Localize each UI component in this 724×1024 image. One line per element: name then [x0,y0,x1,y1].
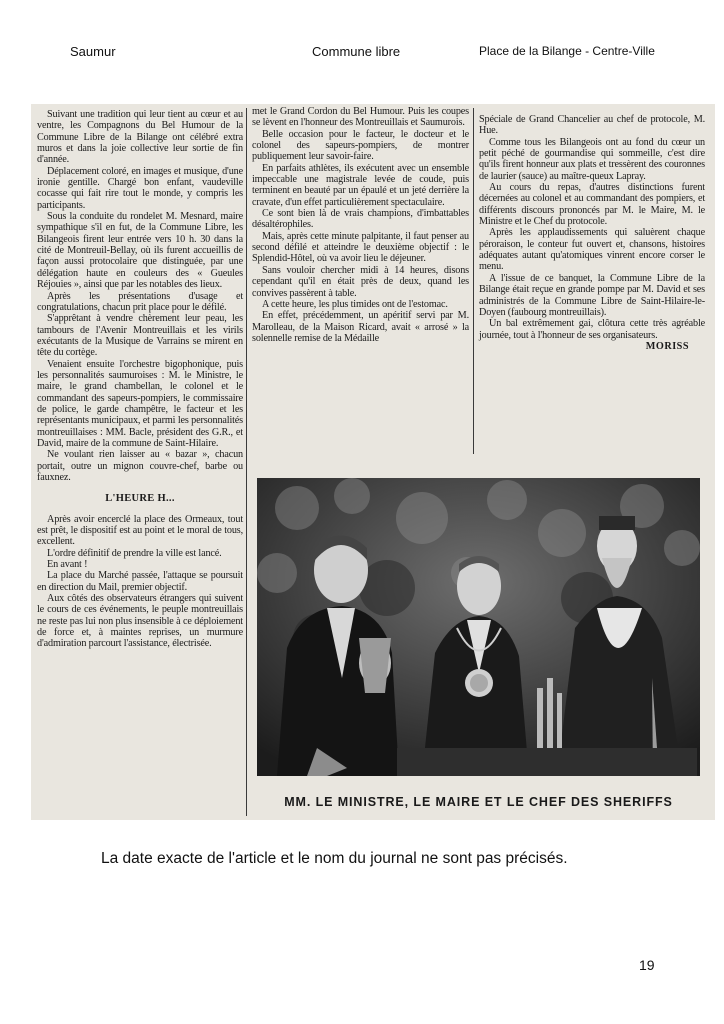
paragraph: met le Grand Cordon du Bel Humour. Puis les coupes se lèvent en l'honneur des Montreuillais et Saumurois. [252,106,469,129]
footer-note: La date exacte de l'article et le nom du journal ne sont pas précisés. [101,850,568,867]
paragraph: Ce sont bien là de vrais champions, d'imbattables désaltérophiles. [252,208,469,231]
paragraph: En avant ! [47,559,88,571]
newspaper-clipping [31,104,715,820]
paragraph: En parfaits athlètes, ils exécutent avec un ensemble impeccable une magistrale levée de coude, puis terminent en beauté par un épaulé et un jeté derrière la cravate, d'un effet particulièrement spectaculaire. [252,162,469,208]
paragraph: S'apprêtant à vendre chèrement leur peau, les tambours de l'Avenir Montreuillais et les virils exécutants de la Musique de Varrains se mirent en tête du cortège. [37,313,243,359]
column-rule [473,108,474,454]
paragraph: Après les applaudissements qui saluèrent chaque péroraison, le conteur fut ouvert et, chansons, histoires adéquates autant qu'atomiques vinrent encore corser le menu. [479,227,705,273]
paragraph: En effet, précédemment, un apéritif servi par M. Marolleau, de la Maison Ricard, avait « arrosé » la solennelle remise de la Médaille [252,310,469,344]
photo-caption: MM. LE MINISTRE, LE MAIRE ET LE CHEF DES SHERIFFS [284,795,673,809]
column-rule [246,108,247,816]
paragraph: Sous la conduite du rondelet M. Mesnard, maire sympathique s'il en fut, de la Commune Libre, les Bilangeois firent leur entrée vers 10 h. 30 dans la cité de Montreuil-Bellay, où ils furent accueillis de façon aussi protocolaire que distinguée, par une délégation haute en couleurs des « Gueules Réjouies », ainsi que par les notables des lieux. [37,211,243,291]
article-column-2 [252,106,469,456]
section-heading: L'HEURE H... [105,493,175,505]
paragraph: Ne voulant rien laisser au « bazar », chacun portait, outre un mignon couvre-chef, barbe ou fauxnez. [37,449,243,483]
paragraph: Suivant une tradition qui leur tient au cœur et au ventre, les Compagnons du Bel Humour de la Commune Libre de la Bilange ont célébré extra muros et dans la joie collective leur sortie de fin d'année. [37,109,243,166]
paragraph: Aux côtés des observateurs étrangers qui suivent le cours de ces événements, le peuple montreuillais ne reste pas lui non plus insensible à ce déploiement de force et, à maintes reprises, un murmure d'admiration parcourt l'assistance, électrisée. [37,593,243,650]
paragraph: Comme tous les Bilangeois ont au fond du cœur un petit péché de gourmandise qui sommeille, c'est dire qu'ils firent honneur aux plats et tressèrent des couronnes de laurier (sauce) au maître-queux Lapray. [479,136,705,182]
paragraph: Venaient ensuite l'orchestre bigophonique, puis les personnalités saumuroises : M. le Ministre, le maire, le grand chambellan, le colonel et le commandant des sapeurs-pompiers, le commissaire de police, le garde champêtre, le facteur et les représentants municipaux, et parmi les personnalités montreuillaises : MM. Bacle, président des G.R., et David, maire de la commune de Saint-Hilaire. [37,358,243,449]
paragraph: L'ordre définitif de prendre la ville est lancé. [47,547,222,559]
paragraph: La place du Marché passée, l'attaque se poursuit en direction du Mail, premier objectif. [37,570,243,593]
paragraph: Au cours du repas, d'autres distinctions furent décernées au colonel et au commandant des pompiers, et différents discours prononcés par M. le Maire, M. le Ministre et le Chef du protocole. [479,182,705,228]
paragraph: Mais, après cette minute palpitante, il faut penser au second défilé et atteindre le deuxième objectif : le Splendid-Hôtel, où va avoir lieu le déjeuner. [252,230,469,265]
paragraph: A cette heure, les plus timides ont de l'estomac. [262,298,448,310]
page-number: 19 [639,957,655,973]
author-signature: MORISS [645,340,689,352]
paragraph: Belle occasion pour le facteur, le docteur et le colonel des sapeurs-pompiers, de montrer publiquement leur savoir-faire. [252,128,469,163]
article-column-1 [37,109,243,814]
paragraph: Après avoir encerclé la place des Ormeaux, tout est prêt, le dispositif est au point et le moral de tous, excellent. [37,513,243,548]
paragraph: Spéciale de Grand Chancelier au chef de protocole, M. Hue. [479,114,705,137]
header-right: Place de la Bilange - Centre-Ville [479,44,655,58]
paragraph: Un bal extrêmement gai, clôtura cette très agréable journée, tout à l'honneur de ses organisateurs. [479,318,705,341]
article-photo [257,478,700,776]
paragraph: Après les présentations d'usage et congratulations, chacun prit place pour le défilé. [37,290,243,313]
paragraph: A l'issue de ce banquet, la Commune Libre de la Bilange était reçue en grande pompe par M. David et ses administrés de la Commune Libre de Saint-Hilaire-le-Doyen (faubourg montreuillais). [479,272,705,318]
article-column-3 [479,114,705,458]
header-left: Saumur [70,44,116,59]
paragraph: Déplacement coloré, en images et musique, d'une ironie gentille. Chargé bon enfant, vaudeville cocasse qui fait rire tout le monde, y compris les participants. [37,165,243,211]
header-center: Commune libre [312,44,401,59]
paragraph: Sans vouloir chercher midi à 14 heures, disons cependant qu'il en était près de deux, quand les convives passèrent à table. [252,264,469,299]
